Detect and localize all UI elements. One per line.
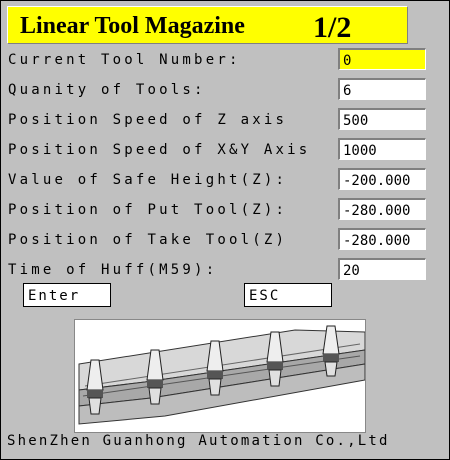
tool-magazine-illustration [75, 320, 365, 432]
field-row-xy-speed [1, 138, 450, 168]
huff-time-input[interactable]: 20 [338, 258, 426, 280]
label-huff-time: Time of Huff(M59): [8, 262, 218, 278]
take-tool-input[interactable]: -280.000 [338, 228, 426, 250]
xy-speed-input[interactable]: 1000 [338, 138, 426, 160]
put-tool-input[interactable]: -280.000 [338, 198, 426, 220]
label-safe-height: Value of Safe Height(Z): [8, 172, 288, 188]
field-row-quantity-of-tools [1, 78, 450, 108]
current-tool-number-input[interactable]: 0 [338, 48, 426, 70]
label-put-tool: Position of Put Tool(Z): [8, 202, 288, 218]
label-z-speed: Position Speed of Z axis [8, 112, 288, 128]
field-row-take-tool [1, 228, 450, 258]
label-current-tool-number: Current Tool Number: [8, 52, 241, 68]
field-row-current-tool-number [1, 48, 450, 78]
field-row-safe-height [1, 168, 450, 198]
page-title: Linear Tool Magazine [20, 13, 245, 39]
label-quantity-of-tools: Quanity of Tools: [8, 82, 206, 98]
quantity-of-tools-input[interactable]: 6 [338, 78, 426, 100]
safe-height-input[interactable]: -200.000 [338, 168, 426, 190]
esc-button[interactable]: ESC [244, 283, 332, 307]
label-xy-speed: Position Speed of X&Y Axis [8, 142, 311, 158]
field-row-put-tool [1, 198, 450, 228]
enter-button[interactable]: Enter [23, 283, 111, 307]
field-row-z-speed [1, 108, 450, 138]
title-bar [7, 6, 408, 44]
z-speed-input[interactable]: 500 [338, 108, 426, 130]
label-take-tool: Position of Take Tool(Z) [8, 232, 288, 248]
company-footer: ShenZhen Guanhong Automation Co.,Ltd [7, 433, 390, 449]
page-indicator: 1/2 [313, 11, 352, 44]
tool-magazine-image [74, 319, 366, 433]
